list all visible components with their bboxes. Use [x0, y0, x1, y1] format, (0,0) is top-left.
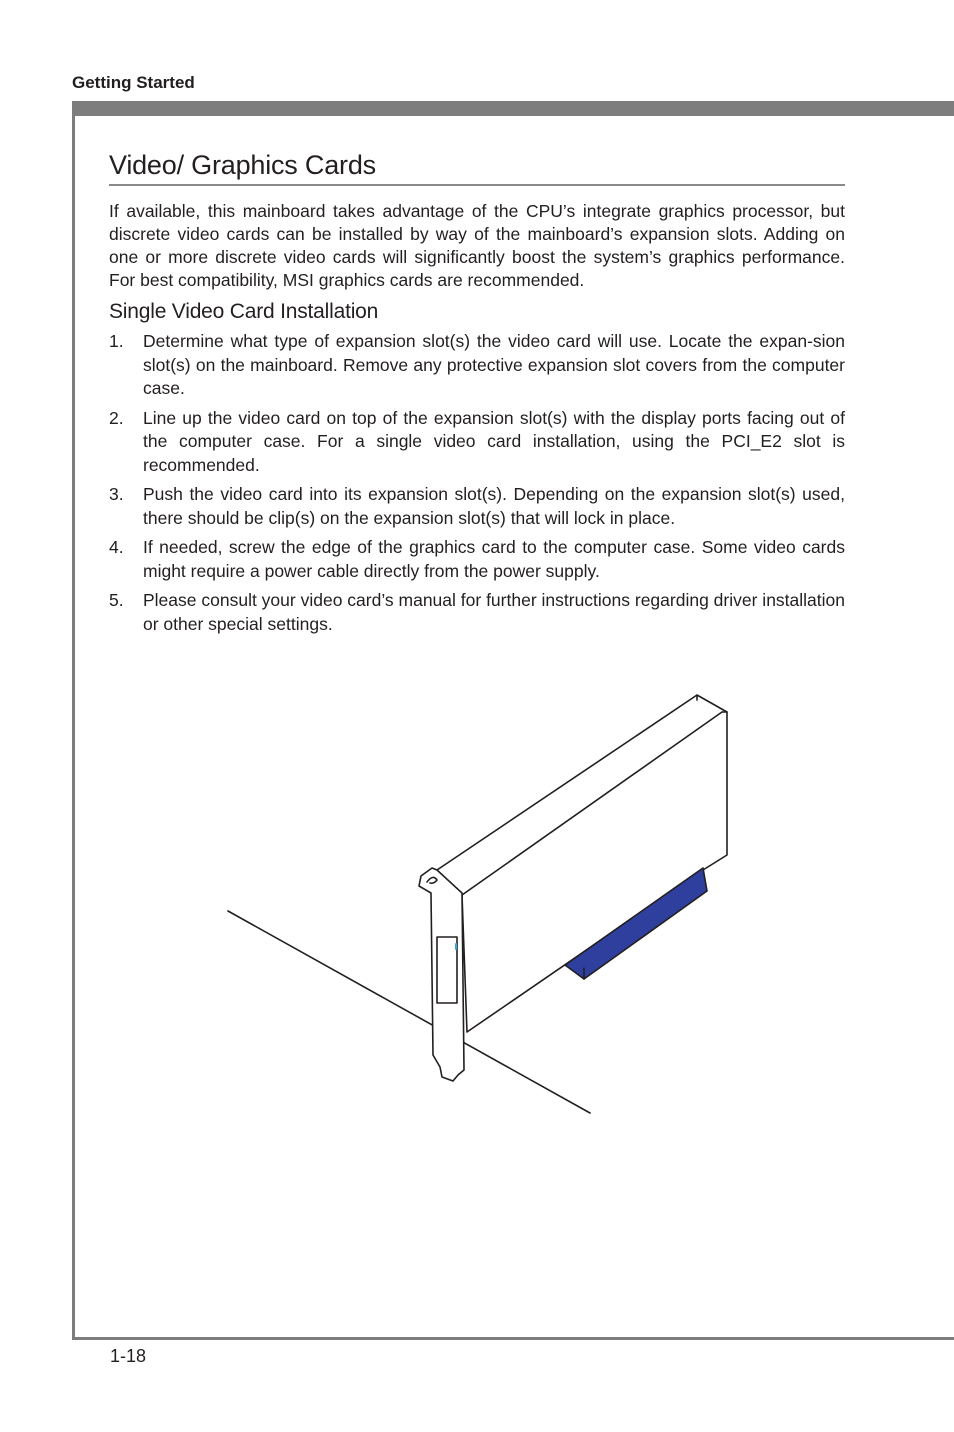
section-heading: Single Video Card Installation: [109, 300, 379, 323]
step-text: Determine what type of expansion slot(s) the video card will use. Locate the expan-sion slot(s) on the mainboard. Remove any protective expansion slot covers from the computer case.: [143, 331, 845, 398]
page-title: Video/ Graphics Cards: [109, 150, 845, 186]
frame-left-bar: [72, 101, 75, 1340]
intro-paragraph: If available, this mainboard takes advantage of the CPU’s integrate graphics processor, but discrete video cards can be installed by way of the mainboard’s expansion slots. Adding on one or more discrete video cards will significantly boost the system’s graphics performance. For best compatibility, MSI graphics cards are recommended.: [109, 201, 845, 290]
step-number: 1.: [109, 331, 124, 351]
step-item: [109, 330, 845, 401]
step-number: 4.: [109, 537, 124, 557]
step-item: [109, 536, 845, 583]
section-label: Getting Started: [72, 73, 195, 92]
step-text: Push the video card into its expansion slot(s). Depending on the expansion slot(s) used, there should be clip(s) on the expansion slot(s) that will lock in place.: [143, 484, 845, 528]
step-item: [109, 483, 845, 530]
frame-top-bar: [72, 101, 954, 116]
page-content: [109, 150, 845, 642]
step-item: [109, 407, 845, 478]
frame-bottom-bar: [72, 1337, 954, 1340]
display-port: [437, 937, 457, 1003]
installation-steps: [109, 330, 845, 636]
step-text: Please consult your video card’s manual for further instructions regarding driver installation or other special settings.: [143, 590, 845, 634]
page-number: 1-18: [110, 1346, 147, 1366]
card-pcb: [437, 695, 727, 1032]
step-item: [109, 589, 845, 636]
video-card-illustration: [220, 690, 740, 1120]
step-text: If needed, screw the edge of the graphics card to the computer case. Some video cards might require a power cable directly from the power supply.: [143, 537, 845, 581]
step-number: 2.: [109, 407, 124, 428]
step-number: 3.: [109, 484, 124, 504]
step-number: 5.: [109, 590, 124, 610]
step-text: Line up the video card on top of the expansion slot(s) with the display ports facing out of the computer case. For a single video card installation, using the PCI_E2 slot is recommended.: [143, 407, 845, 475]
